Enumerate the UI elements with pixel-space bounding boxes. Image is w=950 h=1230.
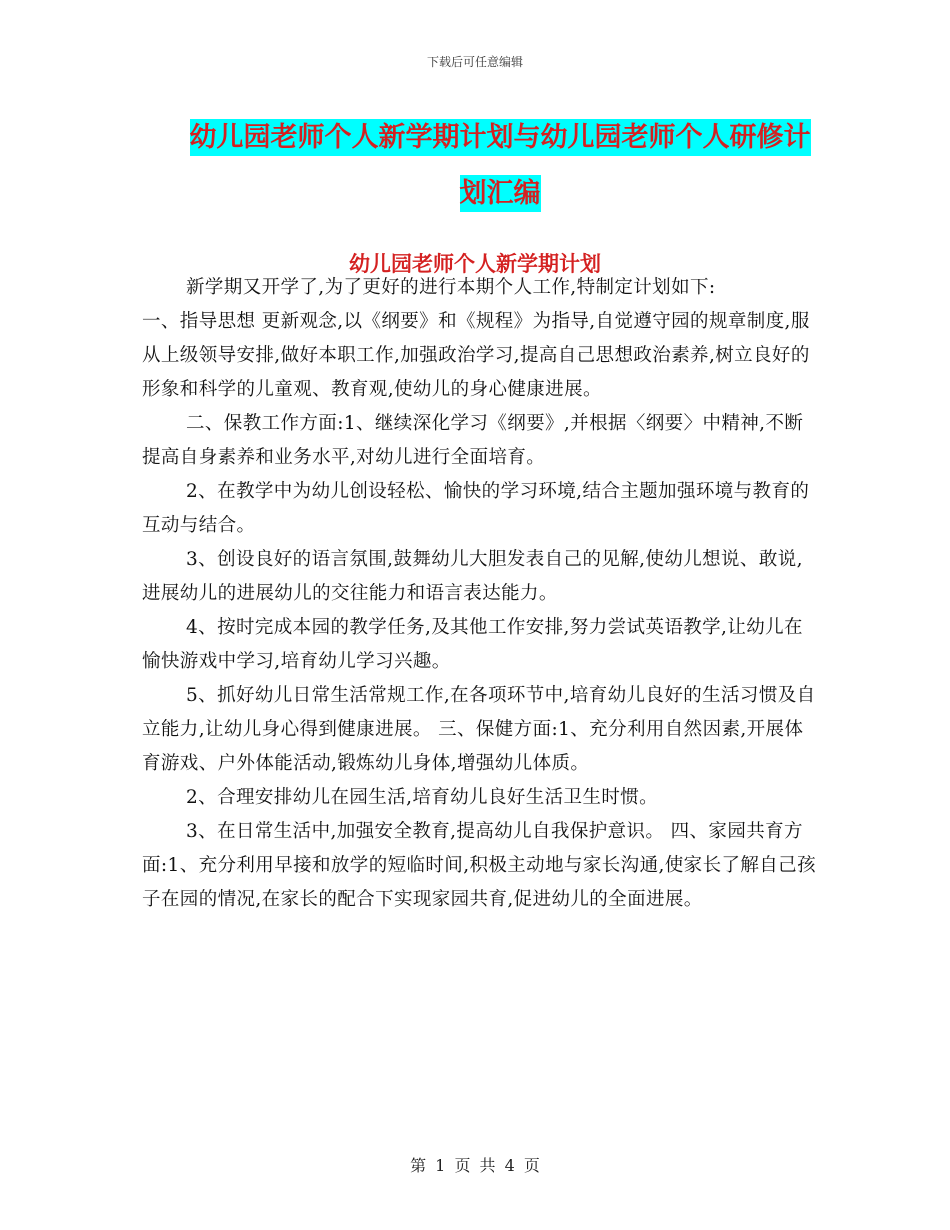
document-title-line-2: 划汇编 <box>460 175 541 212</box>
paragraph-intro: 新学期又开学了,为了更好的进行本期个人工作,特制定计划如下: <box>186 277 716 298</box>
paragraph-guiding-thought: 一、指导思想 更新观念,以《纲要》和《规程》为指导,自觉遵守园的规章制度,服从上级领导安排,做好本职工作,加强政治学习,提高自己思想政治素养,树立良好的形象和科学的儿童观、教育观,使幼儿的身心健康进展。 <box>142 311 810 400</box>
paragraph-health-3: 3、在日常生活中,加强安全教育,提高幼儿自我保护意识。 四、家园共育方面:1、充分利用早接和放学的短临时间,积极主动地与家长沟通,使家长了解自己孩子在园的情况,在家长的配合下实现家园共育,促进幼儿的全面进展。 <box>142 821 816 910</box>
paragraph-teaching-1: 二、保教工作方面:1、继续深化学习《纲要》,并根据〈纲要〉中精神,不断提高自身素养和业务水平,对幼儿进行全面培育。 <box>142 413 804 468</box>
section-title: 幼儿园老师个人新学期计划 <box>349 252 601 276</box>
paragraph-teaching-2: 2、在教学中为幼儿创设轻松、愉快的学习环境,结合主题加强环境与教育的互动与结合。 <box>142 481 810 536</box>
paragraph-teaching-5: 5、抓好幼儿日常生活常规工作,在各项环节中,培育幼儿良好的生活习惯及自立能力,让幼儿身心得到健康进展。 三、保健方面:1、充分利用自然因素,开展体育游戏、户外体能活动,锻炼幼儿身体,增强幼儿体质。 <box>142 685 816 774</box>
header-note: 下载后可任意编辑 <box>426 55 523 69</box>
page-number-footer: 第 1 页 共 4 页 <box>410 1156 540 1175</box>
document-title <box>140 110 860 222</box>
document-body <box>142 271 817 917</box>
paragraph-teaching-4: 4、按时完成本园的教学任务,及其他工作安排,努力尝试英语教学,让幼儿在愉快游戏中学习,培育幼儿学习兴趣。 <box>142 617 803 672</box>
paragraph-health-2: 2、合理安排幼儿在园生活,培育幼儿良好生活卫生时惯。 <box>186 787 659 808</box>
paragraph-teaching-3: 3、创设良好的语言氛围,鼓舞幼儿大胆发表自己的见解,使幼儿想说、敢说,进展幼儿的进展幼儿的交往能力和语言表达能力。 <box>142 549 803 604</box>
document-title-line-1: 幼儿园老师个人新学期计划与幼儿园老师个人研修计 <box>190 119 811 156</box>
